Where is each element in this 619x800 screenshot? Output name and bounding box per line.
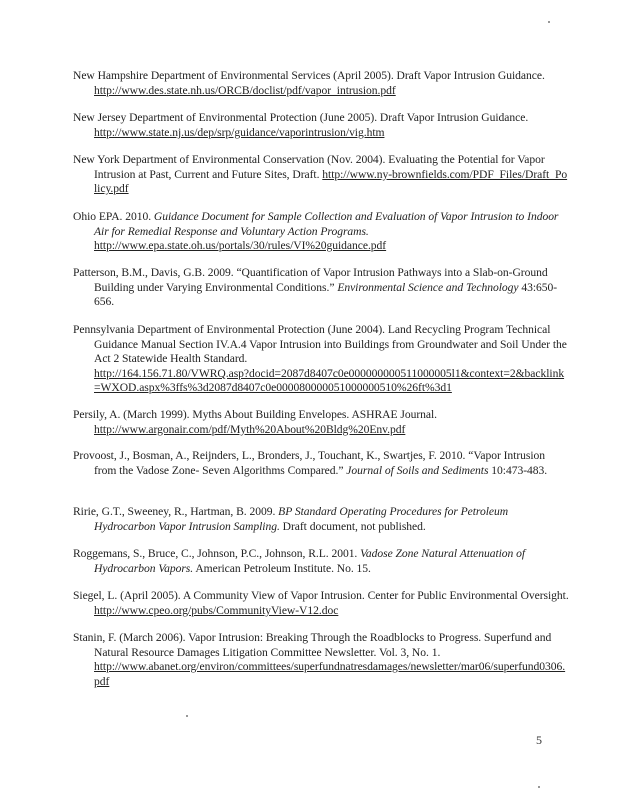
page-number: 5 — [536, 733, 542, 747]
reference-link[interactable]: http://www.ny-brownfields.com/PDF_Files/Draft_Policy.pdf — [94, 167, 568, 196]
reference-citation: 43:650-656. — [94, 280, 558, 309]
reference-text: Provoost, J., Bosman, A., Reijnders, L., Bronders, J., Touchant, K., Swartjes, F. 2010. “Vapor Intrusion from the Vadose Zone- Seven Algorithms Compared.” — [73, 449, 546, 477]
reference-provoost — [73, 449, 570, 478]
reference-text: Siegel, L. (April 2005). A Community View of Vapor Intrusion. Center for Public Environmental Oversight. — [73, 589, 569, 602]
reference-text: New Hampshire Department of Environmental Services (April 2005). Draft Vapor Intrusion Guidance. — [73, 69, 545, 82]
reference-text: Persily, A. (March 1999). Myths About Building Envelopes. ASHRAE Journal. — [73, 408, 438, 421]
reference-siegel — [73, 589, 570, 618]
scan-speck — [538, 786, 540, 788]
reference-link[interactable]: http://www.epa.state.oh.us/portals/30/rules/VI%20guidance.pdf — [94, 239, 387, 253]
reference-ohio-epa — [73, 210, 570, 254]
reference-text: Stanin, F. (March 2006). Vapor Intrusion: Breaking Through the Roadblocks to Progress. Superfund and Natural Resource Damages Litigation Committee Newsletter. Vol. 3, No. 1. — [73, 631, 552, 659]
reference-text: Patterson, B.M., Davis, G.B. 2009. “Quantification of Vapor Intrusion Pathways into a Slab-on-Ground Building under Varying Environmental Conditions.” — [73, 266, 548, 294]
reference-patterson — [73, 266, 570, 310]
scan-speck — [186, 715, 188, 717]
reference-journal: Environmental Science and Technology — [337, 280, 519, 294]
reference-text: Roggemans, S., Bruce, C., Johnson, P.C., Johnson, R.L. 2001. — [73, 547, 361, 560]
reference-text: Ririe, G.T., Sweeney, R., Hartman, B. 2009. — [73, 505, 279, 518]
reference-journal: Journal of Soils and Sediments — [346, 463, 489, 477]
reference-citation: 10:473-483. — [488, 463, 548, 477]
reference-title: Guidance Document for Sample Collection and Evaluation of Vapor Intrusion to Indoor Air for Remedial Response and Voluntary Action Programs. — [94, 210, 559, 238]
reference-title: Vadose Zone Natural Attenuation of Hydrocarbon Vapors. — [94, 547, 526, 575]
reference-link[interactable]: http://www.cpeo.org/pubs/CommunityView-V12.doc — [94, 603, 339, 617]
reference-stanin — [73, 631, 570, 689]
reference-link[interactable]: http://www.des.state.nh.us/ORCB/doclist/pdf/vapor_intrusion.pdf — [94, 83, 396, 97]
reference-text: Pennsylvania Department of Environmental Protection (June 2004). Land Recycling Program Technical Guidance Manual Section IV.A.4 Vapor Intrusion into Buildings from Groundwater and Soil Under the Act 2 Statewide Health Standard. — [73, 323, 567, 366]
reference-new-jersey — [73, 111, 570, 140]
reference-ririe — [73, 505, 570, 534]
scan-speck — [548, 21, 550, 23]
reference-text: New York Department of Environmental Conservation (Nov. 2004). Evaluating the Potential for Vapor Intrusion at Past, Current and Future Sites, Draft. — [73, 153, 545, 181]
reference-pennsylvania — [73, 323, 570, 396]
reference-link[interactable]: http://www.abanet.org/environ/committees/superfundnatresdamages/newsletter/mar06/superfund0306.pdf — [94, 660, 566, 688]
reference-publisher: American Petroleum Institute. No. 15. — [193, 561, 371, 575]
reference-link[interactable]: http://www.state.nj.us/dep/srp/guidance/vaporintrusion/vig.htm — [94, 125, 385, 139]
reference-title: BP Standard Operating Procedures for Petroleum Hydrocarbon Vapor Intrusion Sampling. — [94, 505, 509, 533]
reference-note: Draft document, not published. — [279, 519, 426, 533]
reference-roggemans — [73, 547, 570, 576]
reference-link[interactable]: http://164.156.71.80/VWRQ.asp?docid=2087d8407c0e000000000511000005l1&context=2&backlink=WXOD.aspx%3ffs%3d2087d8407c0e000080000051000000510%26ft%3d1 — [94, 366, 565, 395]
reference-text: Ohio EPA. 2010. — [73, 210, 154, 223]
reference-new-hampshire — [73, 69, 570, 98]
reference-text: New Jersey Department of Environmental Protection (June 2005). Draft Vapor Intrusion Guidance. — [73, 111, 529, 124]
reference-link[interactable]: http://www.argonair.com/pdf/Myth%20About%20Bldg%20Env.pdf — [94, 422, 406, 436]
reference-new-york — [73, 153, 570, 197]
reference-persily — [73, 408, 570, 437]
